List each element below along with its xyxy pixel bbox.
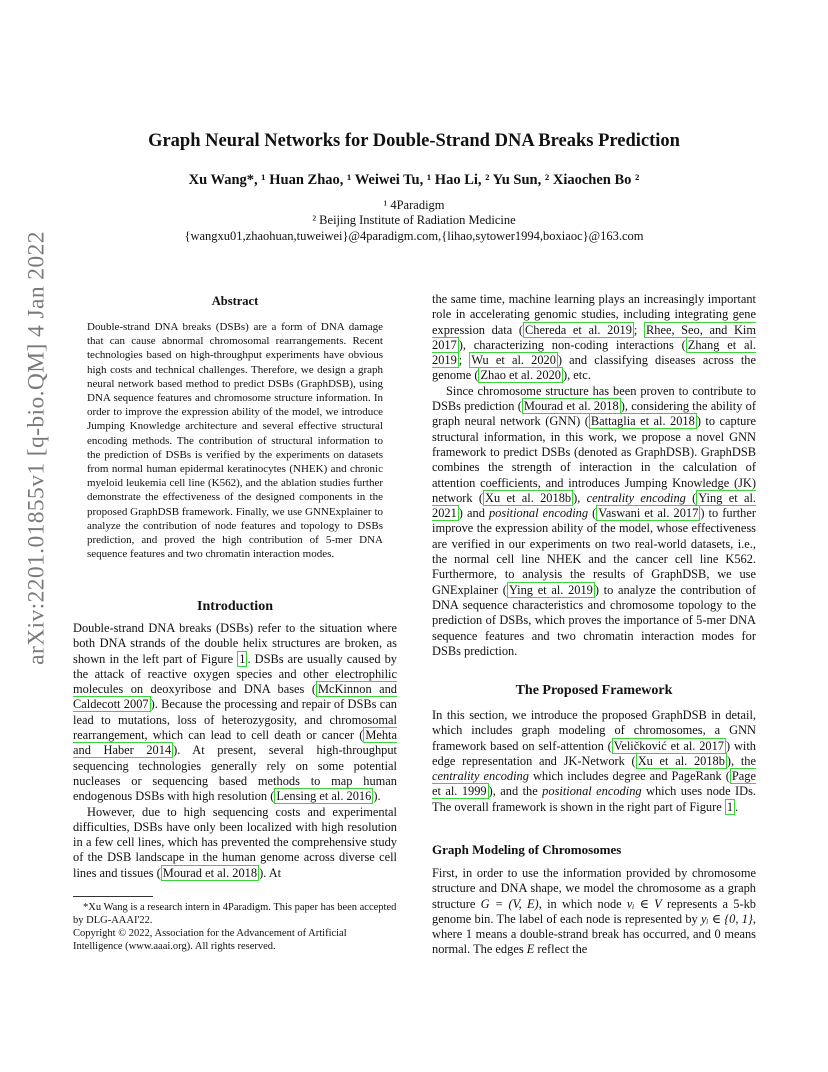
figure-ref-link[interactable]: 1 [726,799,734,814]
citation-link[interactable]: Mourad et al. 2018 [162,865,258,880]
citation-link[interactable]: Veličković et al. 2017 [613,738,724,753]
framework-body [432,708,756,815]
footnotes [73,901,397,953]
citation-link[interactable]: Chereda et al. 2019 [525,322,632,337]
citation-link[interactable]: Mourad et al. 2018 [523,399,619,414]
introduction-body [73,621,397,881]
abstract-text: Double-strand DNA breaks (DSBs) are a form of DNA damage that can cause abnormal chromosomal rearrangements. Recent technologies based on high-throughput experiments have obvious high costs and technical challenges. Therefore, we design a graph neural network based method to predict DSBs (GraphDSB), using DNA sequence features and chromosome structure information. In order to improve the expression ability of the model, we introduce Jumping Knowledge architecture and several effective structural encoding methods. The contribution of structural information to the prediction of DSBs is verified by the experiments on datasets from normal human epidermal keratinocytes (NHEK) and chronic myeloid leukemia cell line (K562), and the ablation studies further demonstrate the effectiveness of the designed components in the proposed GraphDSB framework. Finally, we use GNNExplainer to analyze the contribution of node features and topology to DSBs prediction, and proved the high contribution of 5-mer DNA sequence features and two chromatin interaction modes. [87,321,383,561]
copyright-notice: Copyright © 2022, Association for the Advancement of Artificial Intelligence (www.aaai.org). All rights reserved. [73,928,347,952]
citation-link[interactable]: Zhao et al. 2020 [480,368,561,383]
author-emails: {wangxu01,zhaohuan,tuweiwei}@4paradigm.com,{lihao,sytower1994,boxiaoc}@163.com [184,229,644,243]
abstract-heading: Abstract [211,294,259,308]
citation-link[interactable]: Vaswani et al. 2017 [598,506,699,521]
paper-title: Graph Neural Networks for Double-Strand DNA Breaks Prediction [148,131,680,151]
citation-link[interactable]: Ying et al. 2019 [508,582,593,597]
affiliation-2: ² Beijing Institute of Radiation Medicine [312,213,516,227]
citation-link[interactable]: Xu et al. 2018b [485,490,572,505]
author-list: Xu Wang*, ¹ Huan Zhao, ¹ Weiwei Tu, ¹ Hao Li, ² Yu Sun, ² Xiaochen Bo ² [188,172,640,188]
graph-modeling-paragraph: First, in order to use the information provided by chromosome structure and DNA shape, we model the chromosome as a graph structure G = (V, E), in which node vᵢ ∈ V represents a 5-kb genome bin. The label of each node is represented by yᵢ ∈ {0, 1}, where 1 means a double-strand break has occurred, and 0 means normal. The edges E reflect the [432,866,756,957]
citation-link[interactable]: Xu et al. 2018b [637,753,725,768]
graph-modeling-heading: Graph Modeling of Chromosomes [432,842,622,857]
framework-paragraph: In this section, we introduce the proposed GraphDSB in detail, which includes graph modeling of chromosomes, a GNN framework based on self-attention ( Veličković et al. 2017 ) with edge representation and JK-Network ( Xu et al. 2018b ), the centrality encoding which includes degree and PageRank ( Page et al. 1999 ), and the positional encoding which uses node IDs. The overall framework is shown in the right part of Figure 1 . [432,708,757,814]
citation-link[interactable]: Zhang et al. 2019 [432,337,756,368]
affiliation-1: ¹ 4Paradigm [383,198,445,212]
framework-heading: The Proposed Framework [515,683,673,698]
citation-link[interactable]: Wu et al. 2020 [471,353,556,368]
citation-link[interactable]: Ying et al. 2021 [432,490,756,521]
citation-link[interactable]: Rhee, Seo, and Kim 2017 [432,322,757,352]
citation-link[interactable]: Page et al. 1999 [432,769,756,799]
footnote-author: *Xu Wang is a research intern in 4Paradigm. This paper has been accepted by DLG-AAAI'22. [73,902,397,926]
introduction-heading: Introduction [197,599,273,614]
citation-link[interactable]: Battaglia et al. 2018 [590,414,695,429]
intro-paragraph-1: Double-strand DNA breaks (DSBs) refer to the situation where both DNA strands of the double helix structures are broken, as shown in the left part of Figure 1 . DSBs are usually caused by the attack of reactive oxygen species and other electrophilic molecules on deoxyribose and DNA bases ( McKinnon and Caldecott 2007 ). Because the processing and repair of DSBs can lead to mutations, loss of heterozygosity, and chromosomal rearrangement, which can lead to cell death or cancer ( Mehta and Haber 2014 ). At present, several high-throughput sequencing technologies generally rely on some potential nucleases or sequencing based methods to map human endogenous DSBs with high resolution ( Lensing et al. 2016 ). [73,621,397,804]
intro-paragraph-2: However, due to high sequencing costs and experimental difficulties, DSBs have only been localized with high resolution in a few cell lines, which has prevented the comprehensive study of the DSB landscape in the human genome across diverse cell lines and tissues ( Mourad et al. 2018 ). At [73,804,397,880]
right-paragraph-2: Since chromosome structure has been proven to contribute to DSBs prediction ( Mourad et al. 2018 ), considering the ability of graph neural network (GNN) ( Battaglia et al. 2018 ) to capture structural information, in this work, we propose a novel GNN framework to predict DSBs (denoted as GraphDSB). GraphDSB combines the strength of interaction in the calculation of attention coefficients, and introduces Jumping Knowledge (JK) network ( Xu et al. 2018b ), centrality encoding ( Ying et al. 2021 ) and positional encoding ( Vaswani et al. 2017 ) to further improve the expression ability of the model, whose effectiveness are verified in our experiments on two real-world datasets, i.e., the normal cell line NHEK and the cancer cell line K562. Furthermore, to analysis the results of GraphDSB, we use GNExplainer ( Ying et al. 2019 ) to analyze the contribution of DNA sequence characteristics and chromosome topology to the prediction of DSBs, which proves the importance of 5-mer DNA sequence features and two chromatin interaction modes for DSBs prediction. [432,383,756,658]
citation-link[interactable]: Mehta and Haber 2014 [73,728,397,758]
figure-ref-link[interactable]: 1 [239,651,246,666]
citation-link[interactable]: McKinnon and Caldecott 2007 [73,682,397,712]
right-column-body [432,292,756,659]
graph-modeling-body [432,866,756,958]
citation-link[interactable]: Lensing et al. 2016 [276,789,372,804]
arxiv-identifier: arXiv:2201.01855v1 [q-bio.QM] 4 Jan 2022 [23,231,50,665]
footnote-rule [73,896,153,897]
right-paragraph-1: the same time, machine learning plays an increasingly important role in accelerating genomic studies, including integrating gene expression data ( Chereda et al. 2019 ; Rhee, Seo, and Kim 2017 ), characterizing non-coding interactions ( Zhang et al. 2019 ; Wu et al. 2020 ) and classifying diseases across the genome ( Zhao et al. 2020 ), etc. [432,292,757,383]
